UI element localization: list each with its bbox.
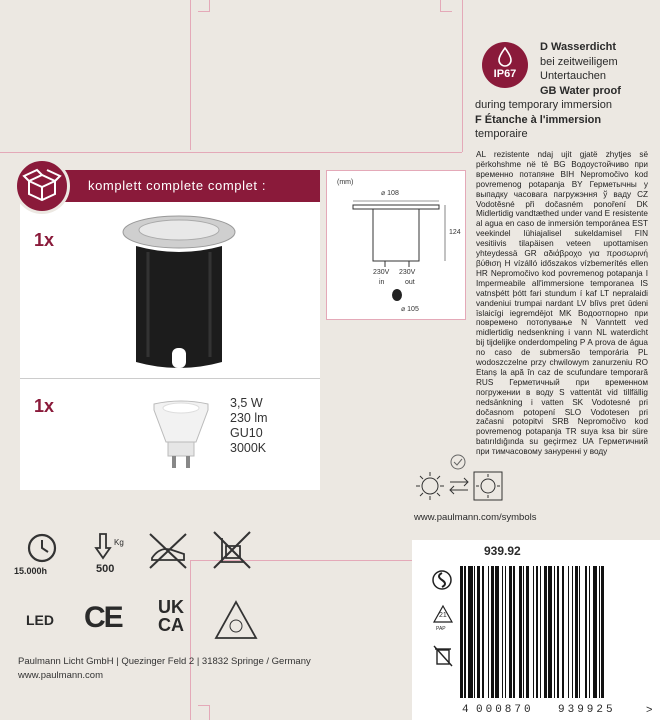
item-1-qty: 1x	[34, 230, 55, 250]
guide-corner	[198, 705, 210, 720]
ip67-badge	[482, 42, 528, 88]
ip-line-7: temporaire	[475, 128, 528, 141]
dim-out-sub: out	[405, 279, 415, 286]
barcode-first-digit: 4	[462, 704, 469, 716]
barcode	[460, 566, 648, 716]
gu10-bulb-image	[150, 398, 212, 474]
recycle-material: PAP	[436, 626, 446, 632]
ukca-mark	[150, 598, 192, 634]
load-caption: 500	[96, 563, 115, 575]
guide-corner	[440, 0, 452, 12]
barcode-bar	[502, 566, 503, 698]
ce-mark: CE	[84, 601, 122, 634]
barcode-bar	[554, 566, 555, 698]
panel-divider	[20, 378, 320, 379]
barcode-bar	[562, 566, 563, 698]
spec-power: 3,5 W	[230, 396, 263, 410]
wheelie-bin-icon	[432, 644, 454, 668]
dim-bottom: ⌀ 105	[401, 306, 419, 313]
barcode-bar	[526, 566, 529, 698]
load-unit: Kg	[114, 538, 124, 547]
barcode-bar	[477, 566, 480, 698]
barcode-bar	[505, 566, 506, 698]
led-label: LED	[26, 612, 54, 628]
complete-banner	[36, 170, 320, 202]
ip67-text-short	[540, 40, 658, 98]
barcode-bar	[601, 566, 604, 698]
bulb-specs	[230, 396, 268, 456]
dim-unit: (mm)	[337, 179, 354, 186]
dim-in-sub: in	[379, 279, 385, 286]
ta-warning-icon	[214, 598, 258, 642]
barcode-bar	[513, 566, 514, 698]
ukca-top: UK	[158, 597, 184, 617]
ground-spot-image	[120, 212, 238, 372]
clock-icon	[22, 530, 62, 566]
barcode-bar	[468, 566, 472, 698]
guide-line	[190, 0, 191, 150]
dim-top: ⌀ 108	[381, 190, 399, 197]
ip-line-6: F Étanche à l'immersion	[475, 113, 602, 126]
barcode-bar	[509, 566, 512, 698]
barcode-bar	[572, 566, 573, 698]
spec-color-temp: 3000K	[230, 441, 267, 455]
barcode-bar	[495, 566, 499, 698]
dim-side: 124	[449, 229, 461, 236]
no-walk-over-icon	[146, 528, 190, 572]
barcode-bar	[488, 566, 489, 698]
ip-line-5: during temporary immersion	[475, 99, 612, 111]
barcode-bar	[523, 566, 524, 698]
recycle-icon	[432, 604, 454, 632]
barcode-bar	[482, 566, 483, 698]
multilanguage-text: AL rezistente ndaj ujit gjatë zhytjes së përkohshme në të BG Водоустойчиво при временно потапяне BIH Nepromočivo kod povremenog potapanja BY Герметычны у выпадку часовага пагружэння ў ваду CZ Vodotěsné při dočasném ponoření DK Midlertidig vandtæthed under vand E resistente al agua en caso de inmersión temporánea EST veekindel lühiajalisel sukeldamisel FIN vesitiivis tilapäisen veteen upottamisen yhteydessä GR αδιάβροχο για προσωρινή βύθιση H vízálló időszakos vízbemerítés ellen HR Nepromočivo kod povremenog potapanja I Impermeabile all'immersione temporanea IS vatnsþétt þótt fari stundum í kaf LT nepralaidi vandeniui trumpai nardant LV blīvs pret ūdeni īslaicīgi iegremdējot MK Водоотпорно при повремено потопување N Vanntett ved midlertidig nedsenkning i vann NL waterdicht bij tijdelijke onderdompeling P A prova de água no caso de submersão temporária PL wodoszczelne przy chwilowym zanurzeniu RO Etanș la apă în caz de scufundare temporară RUS Герметичный при временном погружении в воду S vattentät vid tillfällig nedsänkning i vatten SK Vodotesné pri dočasnom potopení SLO Vodotesen pri začasni potopitvi SRB Nepromočivo kod povremenog potapanja TR suya ksa bir süre batırıldığında su geçirmez UA Герметичний при тимчасовому зануренні у воду	[476, 150, 648, 457]
box-icon	[14, 158, 70, 214]
barcode-bar	[544, 566, 547, 698]
barcode-bar	[548, 566, 552, 698]
barcode-bar	[585, 566, 588, 698]
guide-line	[0, 152, 190, 153]
ip-line-1: D Wasserdicht	[540, 41, 617, 53]
banner-label: komplett complete complet :	[88, 178, 267, 193]
barcode-bar	[568, 566, 569, 698]
barcode-bar	[575, 566, 578, 698]
barcode-bar	[464, 566, 465, 698]
ip67-label: IP67	[493, 68, 517, 80]
light-sensor-symbol	[412, 452, 522, 512]
company-address: Paulmann Licht GmbH | Quezinger Feld 2 | 31832 Springe / Germany	[18, 656, 311, 667]
barcode-bar	[593, 566, 597, 698]
guide-line	[190, 152, 462, 153]
ip-line-3: Untertauchen	[540, 70, 607, 83]
spec-lumen: 230 lm	[230, 411, 268, 425]
dim-out-label: 230V	[399, 269, 416, 276]
guide-corner	[198, 0, 210, 12]
barcode-bar	[540, 566, 541, 698]
load-icon	[88, 530, 128, 566]
article-number: 939.92	[484, 544, 521, 558]
barcode-bar	[491, 566, 494, 698]
barcode-bar	[519, 566, 522, 698]
guide-line	[462, 0, 463, 152]
barcode-right-digits: 939925	[558, 704, 616, 716]
no-cover-icon	[210, 528, 254, 572]
barcode-bar	[460, 566, 463, 698]
barcode-bar	[589, 566, 590, 698]
ukca-bottom: CA	[158, 615, 184, 635]
barcode-bar	[536, 566, 539, 698]
company-url[interactable]: www.paulmann.com	[18, 670, 104, 681]
barcode-left-digits: 000870	[476, 704, 534, 716]
barcode-bar	[599, 566, 600, 698]
recycle-code: 21	[439, 612, 447, 619]
guide-line	[190, 560, 191, 720]
barcode-bar	[533, 566, 534, 698]
dim-in-label: 230V	[373, 269, 390, 276]
ip-line-2: bei zeitweiligem	[540, 55, 618, 68]
barcode-bar	[557, 566, 560, 698]
ip67-text-long	[475, 98, 659, 142]
green-dot-icon	[432, 570, 452, 590]
symbols-url[interactable]: www.paulmann.com/symbols	[414, 512, 537, 523]
ip-line-4: GB Water proof	[540, 84, 621, 97]
item-2-qty: 1x	[34, 396, 55, 416]
barcode-bar	[579, 566, 580, 698]
barcode-end-mark: >	[646, 704, 653, 716]
dimension-drawing	[326, 170, 466, 320]
barcode-bar	[474, 566, 475, 698]
spec-socket: GU10	[230, 426, 263, 440]
lifetime-caption: 15.000h	[14, 566, 48, 576]
barcode-panel	[412, 540, 660, 720]
